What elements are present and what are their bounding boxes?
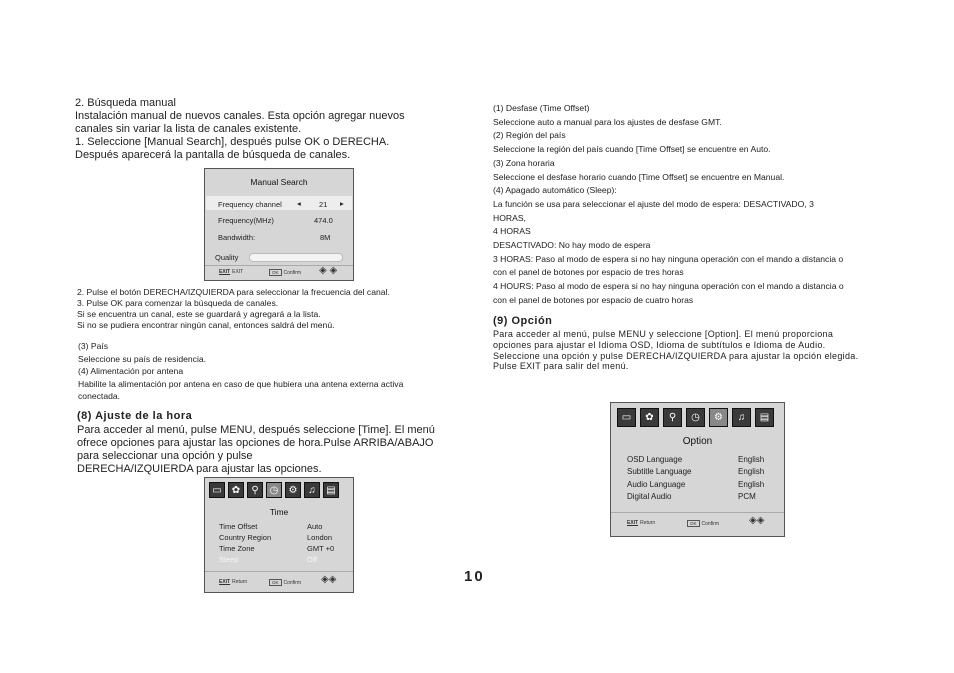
- option-section-heading: (9) Opción: [493, 315, 553, 327]
- audio-language-value: English: [738, 480, 765, 489]
- paragraph-line: Instalación manual de nuevos canales. Esta opción agregar nuevos: [75, 110, 405, 122]
- time-zone-label: Time Zone: [219, 544, 255, 553]
- paragraph-line: Seleccione una opción y pulse DERECHA/IZQUIERDA para ajustar la opción elegida.: [493, 350, 859, 361]
- nav-arrows-icon: ◈◈: [321, 574, 337, 585]
- item-text: La función se usa para seleccionar el ajuste del modo de espera: DESACTIVADO, 3: [493, 198, 814, 209]
- screen-title: Option: [682, 436, 713, 447]
- footer-divider: [205, 571, 353, 572]
- sleep-value: Off: [307, 555, 317, 564]
- time-menu-screen: [204, 477, 354, 593]
- step-line: Si se encuentra un canal, este se guardará y agregará a la lista.: [77, 309, 321, 319]
- item-heading: (4) Alimentación por antena: [78, 366, 184, 377]
- paragraph-line: Pulse EXIT para salir del menú.: [493, 361, 629, 372]
- item-heading: (3) Zona horaria: [493, 157, 555, 168]
- nav-arrows-icon: ◈ ◈: [319, 265, 338, 276]
- clock-icon: ◷: [266, 482, 282, 498]
- film-reel-icon: ✿: [228, 482, 244, 498]
- return-hint: EXIT Return: [219, 579, 248, 585]
- paragraph-line: Para acceder al menú, pulse MENU, después seleccione [Time]. El menú: [77, 424, 435, 436]
- frequency-label: Frequency(MHz): [218, 216, 274, 225]
- settings-icon: ♫: [732, 408, 751, 427]
- settings-icon: ♫: [304, 482, 320, 498]
- arrow-left-icon: ◂: [297, 199, 301, 208]
- country-region-value: London: [307, 533, 333, 542]
- item-text: DESACTIVADO: No hay modo de espera: [493, 240, 651, 251]
- item-text: 4 HOURS: Paso al modo de espera si no hay ninguna operación con el mando a distancia o: [493, 281, 844, 292]
- screen-title: Time: [269, 507, 289, 517]
- gear-icon: ⚙: [285, 482, 301, 498]
- paragraph-line: Para acceder al menú, pulse MENU y seleccione [Option]. El menú proporciona: [493, 329, 834, 339]
- frequency-value: 474.0: [314, 216, 333, 225]
- tv-icon: ▭: [617, 408, 636, 427]
- time-offset-label: Time Offset: [219, 522, 258, 531]
- return-hint: EXIT Return: [627, 520, 656, 526]
- quality-bar: [249, 253, 343, 262]
- item-text: Seleccione el desfase horario cuando [Time Offset] se encuentre en Manual.: [493, 171, 785, 182]
- time-zone-value: GMT +0: [307, 544, 335, 553]
- bandwidth-label: Bandwidth:: [218, 233, 256, 242]
- arrow-right-icon: ▸: [340, 199, 344, 208]
- footer-divider: [611, 512, 784, 513]
- osd-language-value: English: [738, 455, 765, 464]
- item-text: Habilite la alimentación por antena en caso de que hubiera una antena externa activa: [78, 378, 404, 389]
- paragraph-line: 1. Seleccione [Manual Search], después pulse OK o DERECHA.: [75, 136, 390, 148]
- frequency-channel-label: Frequency channel: [218, 200, 282, 209]
- sleep-label: Sleep: [219, 555, 239, 564]
- tv-icon: ▭: [209, 482, 225, 498]
- paragraph-line: DERECHA/IZQUIERDA para ajustar las opciones.: [77, 463, 322, 475]
- item-heading: (2) Región del país: [493, 130, 566, 141]
- subtitle-language-label: Subtitle Language: [627, 467, 692, 476]
- option-menu-screen: [610, 402, 785, 537]
- item-text: con el panel de botones por espacio de tres horas: [493, 267, 684, 278]
- paragraph-line: para seleccionar una opción y pulse: [77, 450, 253, 462]
- confirm-hint: OK Confirm: [687, 520, 719, 527]
- frequency-channel-value: 21: [319, 200, 328, 209]
- item-heading: (3) País: [78, 341, 109, 351]
- quality-label: Quality: [215, 253, 239, 262]
- item-text: Seleccione auto a manual para los ajustes de desfase GMT.: [493, 116, 722, 127]
- digital-audio-label: Digital Audio: [627, 492, 672, 501]
- item-text: 3 HORAS: Paso al modo de espera si no hay ninguna operación con el mando a distancia o: [493, 253, 844, 264]
- manual-search-screen: [204, 168, 354, 281]
- menu-icon-bar: [617, 408, 774, 427]
- paragraph-line: Después aparecerá la pantalla de búsqueda de canales.: [75, 149, 351, 161]
- time-options-description: [493, 102, 844, 308]
- lock-icon: ▤: [755, 408, 774, 427]
- confirm-hint: OK Confirm: [269, 269, 301, 276]
- item-text: Seleccione su país de residencia.: [78, 353, 207, 364]
- lock-icon: ▤: [323, 482, 339, 498]
- confirm-hint: OK Confirm: [269, 579, 301, 586]
- menu-icon-bar: [209, 482, 339, 498]
- option-section-text: [493, 329, 858, 372]
- osd-language-label: OSD Language: [627, 455, 683, 464]
- item-text: con el panel de botones por espacio de cuatro horas: [493, 294, 694, 305]
- bandwidth-value: 8M: [320, 233, 331, 242]
- step-line: 2. Pulse el botón DERECHA/IZQUIERDA para seleccionar la frecuencia del canal.: [77, 287, 390, 297]
- nav-arrows-icon: ◈◈: [749, 515, 765, 526]
- digital-audio-value: PCM: [738, 492, 756, 501]
- step-line: 3. Pulse OK para comenzar la búsqueda de canales.: [77, 298, 279, 308]
- gear-icon: ⚙: [709, 408, 728, 427]
- item-heading: (4) Apagado automático (Sleep):: [493, 185, 617, 196]
- manual-search-intro: [75, 97, 405, 162]
- exit-hint: EXIT EXIT: [219, 269, 244, 275]
- page-number: 10: [464, 568, 485, 585]
- paragraph-line: ofrece opciones para ajustar las opciones de hora.Pulse ARRIBA/ABAJO: [77, 437, 434, 449]
- time-section-text: [77, 424, 435, 476]
- film-reel-icon: ✿: [640, 408, 659, 427]
- section-heading: 2. Búsqueda manual: [75, 97, 176, 109]
- manual-search-steps: [77, 287, 390, 331]
- time-offset-value: Auto: [307, 522, 323, 531]
- item-text: 4 HORAS: [493, 226, 531, 237]
- search-icon: ⚲: [663, 408, 682, 427]
- country-region-label: Country Region: [219, 533, 272, 542]
- item-heading: (1) Desfase (Time Offset): [493, 103, 590, 113]
- item-text: Seleccione la región del país cuando [Time Offset] se encuentre en Auto.: [493, 144, 771, 155]
- item-text: HORAS,: [493, 212, 526, 223]
- subtitle-language-value: English: [738, 467, 765, 476]
- step-line: Si no se pudiera encontrar ningún canal, entonces saldrá del menú.: [77, 320, 335, 330]
- audio-language-label: Audio Language: [627, 480, 686, 489]
- paragraph-line: canales sin variar la lista de canales existente.: [75, 123, 302, 135]
- paragraph-line: opciones para ajustar el Idioma OSD, Idioma de subtítulos e Idioma de Audio.: [493, 339, 826, 350]
- time-section-heading: (8) Ajuste de la hora: [77, 410, 193, 422]
- clock-icon: ◷: [686, 408, 705, 427]
- search-icon: ⚲: [247, 482, 263, 498]
- screen-title: Manual Search: [250, 177, 308, 187]
- country-antenna-section: [78, 340, 403, 403]
- item-text: conectada.: [78, 391, 121, 402]
